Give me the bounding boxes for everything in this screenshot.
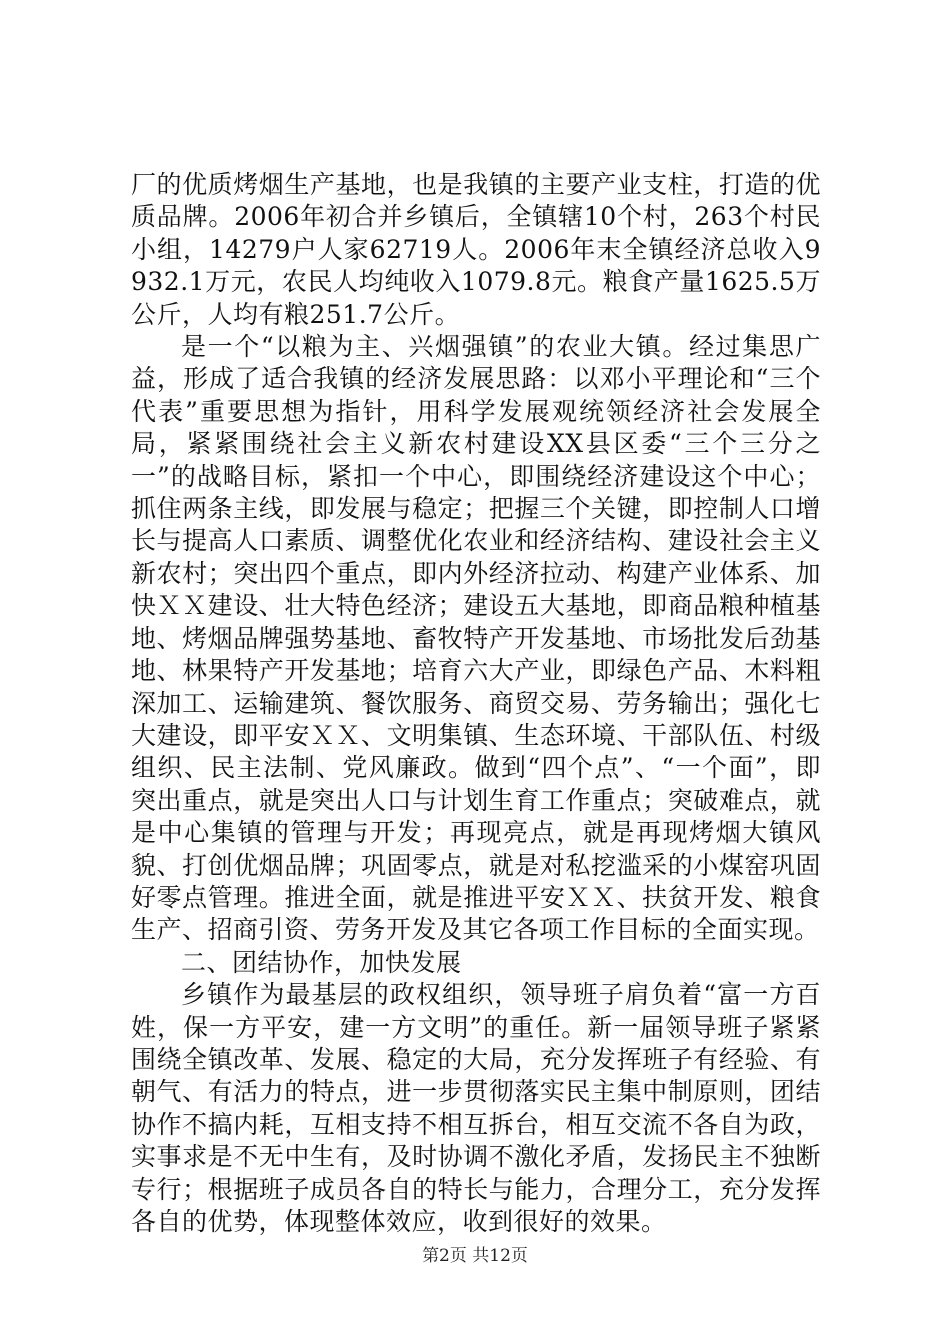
page-footer xyxy=(0,1245,950,1267)
paragraph-development-strategy: 是一个“以粮为主、兴烟强镇”的农业大镇。经过集思广益，形成了适合我镇的经济发展思路：以邓小平理论和“三个代表”重要思想为指针，用科学发展观统领经济社会发展全局，紧紧围绕社会主义新农村建设XX县区委“三个三分之一”的战略目标，紧扣一个中心，即围绕经济建设这个中心；抓住两条主线，即发展与稳定；把握三个关键，即控制人口增长与提高人口素质、调整优化农业和经济结构、建设社会主义新农村；突出四个重点，即内外经济拉动、构建产业体系、加快ＸＸ建设、壮大特色经济；建设五大基地，即商品粮种植基地、烤烟品牌强势基地、畜牧特产开发基地、市场批发后劲基地、林果特产开发基地；培育六大产业，即绿色产品、木料粗深加工、运输建筑、餐饮服务、商贸交易、劳务输出；强化七大建设，即平安ＸＸ、文明集镇、生态环境、干部队伍、村级组织、民主法制、党风廉政。做到“四个点”、“一个面”，即突出重点，就是突出人口与计划生育工作重点；突破难点，就是中心集镇的管理与开发；再现亮点，就是再现烤烟大镇风貌、打创优烟品牌；巩固零点，就是对私挖滥采的小煤窑巩固好零点管理。推进全面，就是推进平安ＸＸ、扶贫开发、粮食生产、招商引资、劳务开发及其它各项工作目标的全面实现。 xyxy=(131,332,821,945)
section-heading: 二、团结协作，加快发展 xyxy=(181,947,462,977)
paragraph-leadership-team: 乡镇作为最基层的政权组织，领导班子肩负着“富一方百姓，保一方平安，建一方文明”的重任。新一届领导班子紧紧围绕全镇改革、发展、稳定的大局，充分发挥班子有经验、有朝气、有活力的特点，进一步贯彻落实民主集中制原则，团结协作不搞内耗，互相支持不相互拆台，相互交流不各自为政，实事求是不无中生有，及时协调不激化矛盾，发扬民主不独断专行；根据班子成员各自的特长与能力，合理分工，充分发挥各自的优势，体现整体效应，收到很好的效果。 xyxy=(131,980,821,1236)
page-number-label: 第2页 共12页 xyxy=(422,1246,528,1266)
document-body xyxy=(131,169,821,1238)
paragraph-continuation: 厂的优质烤烟生产基地，也是我镇的主要产业支柱，打造的优质品牌。2006年初合并乡镇后，全镇辖10个村，263个村民小组，14279户人家62719人。2006年末全镇经济总收入9932.1万元，农民人均纯收入1079.8元。粮食产量1625.5万公斤，人均有粮251.7公斤。 xyxy=(131,170,821,329)
